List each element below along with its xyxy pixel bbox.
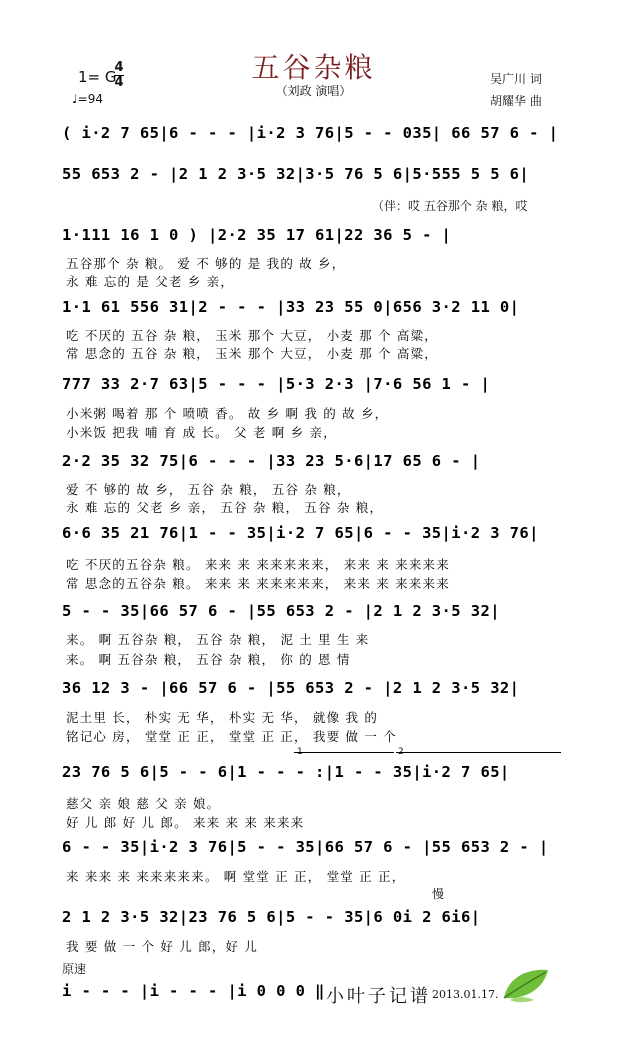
- notation-line-13: i - - - |i - - - |i 0 0 0 ‖: [62, 982, 325, 1000]
- lyric-line-9-verse-2: 铭记心 房， 堂堂 正 正， 堂堂 正 正， 我要 做 一 个: [66, 729, 397, 744]
- time-signature: [114, 62, 124, 89]
- volta-2-label: 2: [398, 747, 404, 757]
- slow-marking: 慢: [432, 887, 445, 901]
- notation-line-7: 6·6 35 21 76|1 - - 35|i·2 7 65|6 - - 35|i·2 3 76|: [62, 524, 539, 542]
- leaf-icon: [500, 966, 552, 1008]
- notation-line-1: ( i·2 7 65|6 - - - |i·2 3 76|5 - - 035| 66 57 6 - |: [62, 124, 559, 142]
- lyric-line-7-verse-1: 吃 不厌的五谷杂 粮。 来来 来 来来来来来， 来来 来 来来来来: [66, 557, 450, 572]
- transcriber-signature: 小叶子记谱: [326, 986, 431, 1007]
- lyric-line-11-verse-1: 来 来来 来 来来来来来。 啊 堂堂 正 正， 堂堂 正 正，: [66, 869, 406, 884]
- lyric-line-6-verse-2: 永 难 忘的 父老 乡 亲， 五谷 杂 粮， 五谷 杂 粮，: [66, 500, 384, 515]
- volta-1-bracket: [294, 752, 394, 753]
- transcription-date: 2013.01.17.: [432, 988, 499, 1001]
- lyric-line-5-verse-1: 小米粥 喝着 那 个 喷喷 香。 故 乡 啊 我 的 故 乡，: [66, 406, 389, 421]
- lyric-line-5-verse-2: 小米饭 把我 哺 育 成 长。 父 老 啊 乡 亲，: [66, 425, 337, 440]
- original-speed-marking: 原速: [62, 962, 87, 976]
- accompaniment-note: （伴：哎 五谷那个 杂 粮，哎: [372, 199, 528, 213]
- lyric-line-3-verse-2: 永 难 忘的 是 父老 乡 亲，: [66, 274, 235, 289]
- notation-line-5: 777 33 2·7 63|5 - - - |5·3 2·3 |7·6 56 1 - |: [62, 375, 491, 393]
- singer-credit: （刘政 演唱）: [275, 84, 352, 98]
- lyric-line-7-verse-2: 常 思念的五谷杂 粮。 来来 来 来来来来来， 来来 来 来来来来: [66, 576, 450, 591]
- lyric-line-8-verse-2: 来。 啊 五谷杂 粮， 五谷 杂 粮， 你 的 恩 情: [66, 652, 351, 667]
- volta-1-label: 1: [297, 747, 303, 757]
- notation-line-8: 5 - - 35|66 57 6 - |55 653 2 - |2 1 2 3·5 32|: [62, 602, 500, 620]
- time-signature-top: 4: [114, 60, 124, 75]
- lyric-line-10-verse-1: 慈父 亲 娘 慈 父 亲 娘。: [66, 796, 221, 811]
- notation-line-11: 6 - - 35|i·2 3 76|5 - - 35|66 57 6 - |55 653 2 - |: [62, 838, 549, 856]
- volta-2-bracket: [396, 752, 561, 753]
- lyric-line-9-verse-1: 泥土里 长， 朴实 无 华， 朴实 无 华， 就像 我 的: [66, 710, 379, 725]
- notation-line-12: 2 1 2 3·5 32|23 76 5 6|5 - - 35|6 0i 2 6i6|: [62, 908, 481, 926]
- lyricist-credit: 吴广川 词: [490, 72, 542, 86]
- composer-credit: 胡耀华 曲: [490, 94, 542, 108]
- key-signature: 1= G: [78, 68, 117, 86]
- notation-line-4: 1·1 61 556 31|2 - - - |33 23 55 0|656 3·2 11 0|: [62, 298, 520, 316]
- tempo-marking: ♩=94: [72, 92, 103, 106]
- notation-line-3: 1·111 16 1 0 ) |2·2 35 17 61|22 36 5 - |: [62, 226, 452, 244]
- lyric-line-12-verse-1: 我 要 做 一 个 好 儿 郎，好 儿: [66, 939, 259, 954]
- lyric-line-4-verse-1: 吃 不厌的 五谷 杂 粮， 玉米 那个 大豆， 小麦 那 个 高粱，: [66, 328, 439, 343]
- lyric-line-4-verse-2: 常 思念的 五谷 杂 粮， 玉米 那个 大豆， 小麦 那 个 高粱，: [66, 346, 439, 361]
- lyric-line-6-verse-1: 爱 不 够的 故 乡， 五谷 杂 粮， 五谷 杂 粮，: [66, 482, 351, 497]
- notation-line-9: 36 12 3 - |66 57 6 - |55 653 2 - |2 1 2 3·5 32|: [62, 679, 520, 697]
- lyric-line-8-verse-1: 来。 啊 五谷杂 粮， 五谷 杂 粮， 泥 土 里 生 来: [66, 632, 370, 647]
- lyric-line-3-verse-1: 五谷那个 杂 粮。 爱 不 够的 是 我的 故 乡，: [66, 256, 346, 271]
- song-title: 五谷杂粮: [251, 51, 376, 84]
- notation-line-2: 55 653 2 - |2 1 2 3·5 32|3·5 76 5 6|5·555 5 5 6|: [62, 165, 530, 183]
- time-signature-bottom: 4: [114, 75, 124, 90]
- notation-line-10: 23 76 5 6|5 - - 6|1 - - - :|1 - - 35|i·2 7 65|: [62, 763, 510, 781]
- notation-line-6: 2·2 35 32 75|6 - - - |33 23 5·6|17 65 6 - |: [62, 452, 481, 470]
- lyric-line-10-verse-2: 好 儿 郎 好 儿 郎。 来来 来 来 来来来: [66, 815, 305, 830]
